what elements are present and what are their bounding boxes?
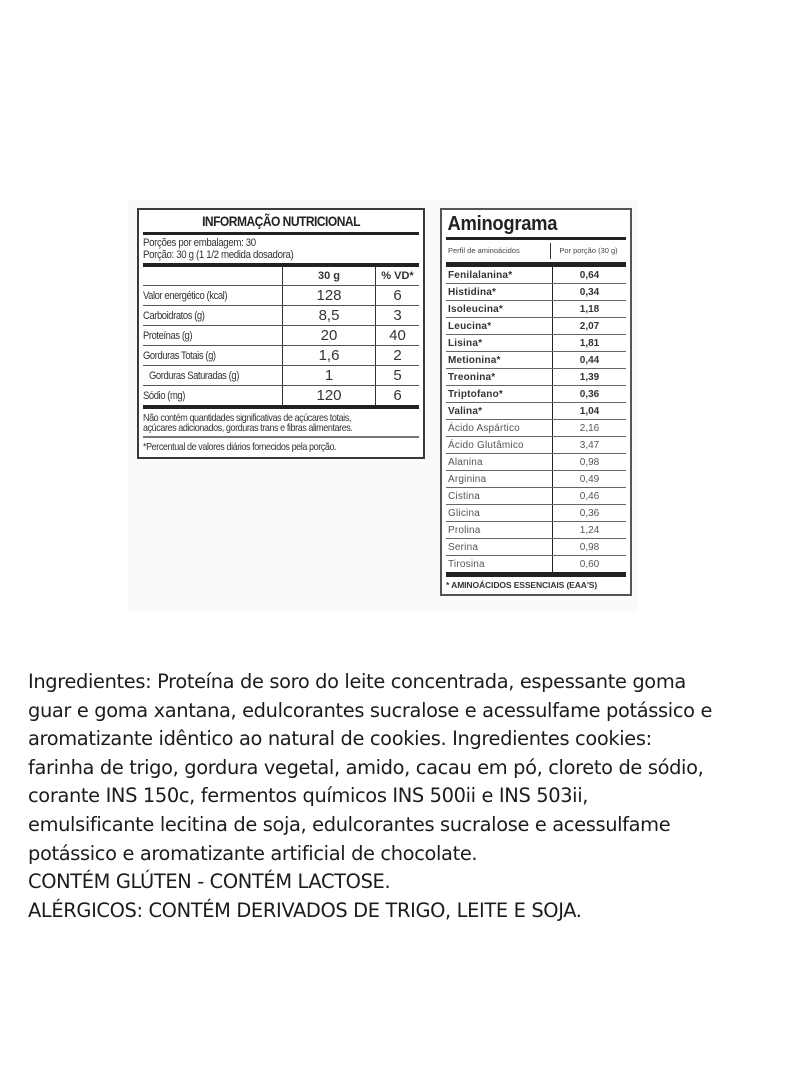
amino-value: 2,07 [553,318,627,335]
amino-name: Lisina* [446,335,553,352]
table-row [446,437,626,454]
amino-name: Valina* [446,403,553,420]
amino-value: 0,98 [553,454,627,471]
nutrient-dv: 2 [376,346,420,366]
amino-name: Arginina [446,471,553,488]
table-row [446,522,626,539]
nutrient-dv: 40 [376,326,420,346]
amino-value: 0,64 [553,267,627,284]
nutrient-amount: 1,6 [283,346,376,366]
amino-value: 0,36 [553,386,627,403]
amino-name: Glicina [446,505,553,522]
table-row [446,335,626,352]
table-row [446,505,626,522]
amino-name: Metionina* [446,352,553,369]
amino-name: Triptofano* [446,386,553,403]
table-row [446,539,626,556]
aminogram-header [446,240,626,262]
ingredients-line: guar e goma xantana, edulcorantes sucralose e acessulfame potássico e [28,698,713,722]
header-nutrient [143,267,283,286]
nutrient-name: Proteínas (g) [143,326,283,346]
allergen-warning-gluten-lactose: CONTÉM GLÚTEN - CONTÉM LACTOSE. [28,870,391,894]
nutrient-dv: 6 [376,386,420,406]
nutrient-table [143,267,419,405]
table-row [446,420,626,437]
nutrition-note [139,409,423,436]
allergen-warning: ALÉRGICOS: CONTÉM DERIVADOS DE TRIGO, LEITE E SOJA. [28,898,582,922]
nutrient-dv: 6 [376,286,420,306]
table-row [143,306,419,326]
nutrient-dv: 5 [376,366,420,386]
amino-name: Leucina* [446,318,553,335]
table-row [143,366,419,386]
nutrient-name: Carboidratos (g) [143,306,283,326]
nutrition-facts-table [137,208,425,459]
nutrient-name: Sódio (mg) [143,389,185,402]
table-row [446,488,626,505]
amino-value: 0,34 [553,284,627,301]
nutrient-amount: 1 [283,366,376,386]
amino-value: 1,04 [553,403,627,420]
amino-acid-table [446,267,626,572]
nutrient-amount: 128 [283,286,376,306]
ingredients-line: emulsificante lecitina de soja, edulcorantes sucralose e acessulfame [28,812,671,836]
ingredients-line: farinha de trigo, gordura vegetal, amido, cacau em pó, cloreto de sódio, [28,755,704,779]
table-row [446,301,626,318]
amino-value: 3,47 [553,437,627,454]
ingredients-line: corante INS 150c, fermentos químicos INS 500ii e INS 503ii, [28,784,589,808]
table-row [143,326,419,346]
nutrient-name: Gorduras Totais (g) [143,346,283,366]
amino-value: 1,18 [553,301,627,318]
table-row [446,556,626,573]
amino-value: 1,24 [553,522,627,539]
amino-name: Isoleucina* [446,301,553,318]
table-row [143,346,419,366]
note-line: Não contém quantidades significativas de açúcares totais, [143,412,351,424]
ingredients-text [28,668,798,925]
nutrient-amount: 20 [283,326,376,346]
amino-value: 0,60 [579,558,600,570]
amino-name: Serina [446,539,553,556]
table-row [446,386,626,403]
nutrient-dv: 3 [376,306,420,326]
serving-size: Porção: 30 g (1 1/2 medida dosadora) [143,249,294,261]
amino-value: 0,44 [553,352,627,369]
aminogram-footnote: * AMINOÁCIDOS ESSENCIAIS (EAA'S) [446,580,598,590]
table-row [446,284,626,301]
amino-name: Prolina [446,522,553,539]
header-per-serving: Por porção (30 g) [559,246,618,255]
amino-name: Fenilalanina* [446,267,553,284]
ingredients-line: aromatizante idêntico ao natural de cookies. Ingredientes cookies: [28,727,652,751]
amino-value: 0,36 [553,505,627,522]
ingredients-line: Ingredientes: Proteína de soro do leite concentrada, espessante goma [28,670,686,693]
table-row [446,454,626,471]
amino-value: 0,46 [553,488,627,505]
aminogram-title: Aminograma [447,213,558,235]
header-profile: Perfil de aminoácidos [446,243,551,259]
nutrition-title: INFORMAÇÃO NUTRICIONAL [202,213,360,229]
table-row [446,471,626,488]
nutrient-name: Valor energético (kcal) [143,286,283,306]
amino-name: Tirosina [446,556,553,573]
table-row [446,267,626,284]
amino-value: 2,16 [553,420,627,437]
table-header-row [143,267,419,286]
nutrition-footnote: *Percentual de valores diários fornecidos pela porção. [143,441,337,453]
amino-name: Treonina* [446,369,553,386]
amino-name: Cistina [446,488,553,505]
amino-value: 0,98 [553,539,627,556]
table-row [446,369,626,386]
amino-value: 0,49 [553,471,627,488]
ingredients-line: potássico e aromatizante artificial de chocolate. [28,841,478,865]
table-row [446,352,626,369]
amino-value: 1,81 [553,335,627,352]
amino-name: Ácido Aspártico [446,420,553,437]
amino-value: 1,39 [553,369,627,386]
table-row [446,318,626,335]
aminogram-table [440,208,632,596]
header-amount: 30 g [283,267,376,286]
servings-per-package: Porções por embalagem: 30 [143,237,256,249]
note-line: açúcares adicionados, gorduras trans e fibras alimentares. [143,422,353,434]
nutrient-name: Gorduras Saturadas (g) [143,366,283,386]
table-row [143,286,419,306]
table-row [446,403,626,420]
table-row [143,386,419,406]
serving-info [139,235,423,263]
amino-name: Alanina [446,454,553,471]
amino-name: Ácido Glutâmico [446,437,553,454]
amino-name: Histidina* [446,284,553,301]
nutrient-amount: 120 [283,386,376,406]
header-dv: % VD* [376,267,420,286]
nutrient-amount: 8,5 [283,306,376,326]
